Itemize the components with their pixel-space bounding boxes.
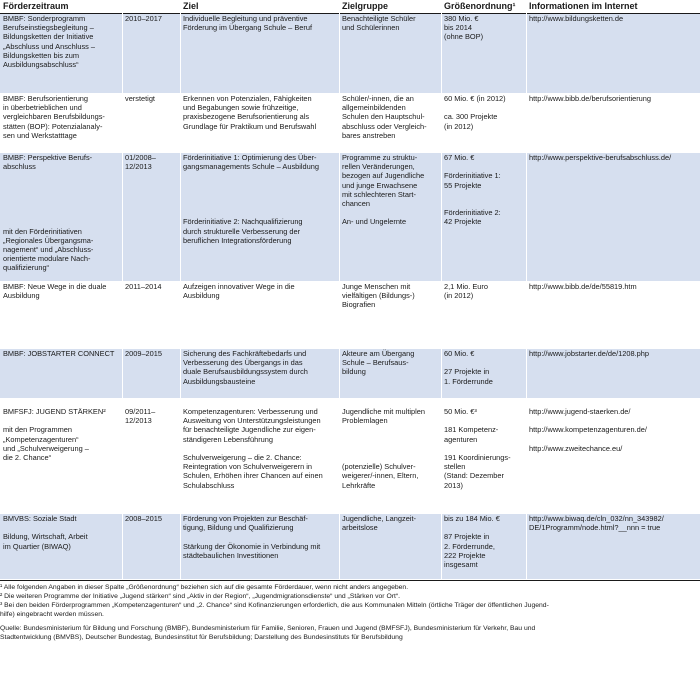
target-cell: Junge Menschen mit vielfältigen (Bildungs-) Biografien bbox=[342, 282, 415, 310]
footnote-2: ² Die weiteren Programme der Initiative „Jugend stärken“ sind „Aktiv in der Region“, „Jugendmigrationsdienste“ und „Stärken vor Ort“. bbox=[0, 593, 401, 600]
goal-cell: Aufzeigen innovativer Wege in die Ausbildung bbox=[183, 282, 295, 301]
program-cell: BMBF: Sonderprogramm Berufseinstiegsbegleitung – Bildungsketten der Initiative „Abschluss und Anschluss – Bildungsketten bis zum Ausbildungsabschluss“ bbox=[3, 14, 96, 70]
header-size: Größenordnung¹ bbox=[444, 1, 516, 11]
table-row bbox=[0, 514, 700, 579]
goal-cell: Förderung von Projekten zur Beschäf- tigung, Bildung und Qualifizierung Stärkung der Ökonomie in Verbindung mit städtebaulichen Investitionen bbox=[183, 514, 321, 560]
target-cell: Akteure am Übergang Schule – Berufsaus- bildung bbox=[342, 349, 415, 377]
table-header bbox=[0, 0, 700, 13]
period-cell: 01/2008– 12/2013 bbox=[125, 153, 156, 172]
target-cell: Programme zu struktu- rellen Veränderungen, bezogen auf Jugendliche und junge Erwachsene mit schlechteren Start- chancen An- und Ungelernte bbox=[342, 153, 425, 227]
url-cell: http://www.bildungsketten.de bbox=[529, 14, 624, 23]
period-cell: 2011–2014 bbox=[125, 282, 162, 291]
url-cell: http://www.bibb.de/berufsorientierung bbox=[529, 94, 652, 103]
url-cell: http://www.jugend-staerken.de/ http://www.kompetenzagenturen.de/ http://www.zweitechance.eu/ bbox=[529, 407, 647, 453]
target-cell: Jugendliche, Langzeit- arbeitslose bbox=[342, 514, 416, 533]
size-cell: 67 Mio. € Förderinitiative 1: 55 Projekte Förderinitiative 2: 42 Projekte bbox=[444, 153, 501, 227]
size-cell: 50 Mio. €³ 181 Kompetenz- agenturen 191 Koordinierungs- stellen (Stand: Dezember 2013) bbox=[444, 407, 511, 490]
size-cell: 60 Mio. € 27 Projekte in 1. Förderrunde bbox=[444, 349, 493, 386]
goal-cell: Sicherung des Fachkräftebedarfs und Verbesserung des Übergangs in das duale Berufsausbildungssystem durch Ausbildungsbausteine bbox=[183, 349, 308, 386]
program-cell: BMBF: Perspektive Berufs- abschluss mit den Förderinitiativen „Regionales Übergangsma- nagement“ und „Abschluss- orientierte modulare Nach- qualifizierung“ bbox=[3, 153, 94, 273]
url-cell: http://www.bibb.de/de/55819.htm bbox=[529, 282, 637, 291]
period-cell: verstetigt bbox=[125, 94, 155, 103]
footnote-1: ¹ Alle folgenden Angaben in dieser Spalte „Größenordnung“ beziehen sich auf die gesamte Förderdauer, wenn nicht anders angegeben. bbox=[0, 584, 409, 591]
program-cell: BMBF: Neue Wege in die duale Ausbildung bbox=[3, 282, 107, 301]
url-cell: http://www.jobstarter.de/de/1208.php bbox=[529, 349, 649, 358]
table-row bbox=[0, 153, 700, 281]
period-cell: 09/2011– 12/2013 bbox=[125, 407, 156, 426]
header-program: Förderzeitraum bbox=[3, 1, 69, 11]
target-cell: Jugendliche mit multiplen Problemlagen (potenzielle) Schulver- weigerer/-innen, Eltern, Lehrkräfte bbox=[342, 407, 425, 490]
goal-cell: Erkennen von Potenzialen, Fähigkeiten und Begabungen sowie frühzeitige, praxisbezogene Berufsorientierung als Grundlage für Praktikum und Berufswahl bbox=[183, 94, 317, 131]
column-divider bbox=[122, 0, 123, 579]
table-row bbox=[0, 407, 700, 513]
size-cell: 60 Mio. € (in 2012) ca. 300 Projekte (in 2012) bbox=[444, 94, 506, 131]
period-cell: 2009–2015 bbox=[125, 349, 162, 358]
column-divider bbox=[339, 0, 340, 579]
url-cell: http://www.perspektive-berufsabschluss.de/ bbox=[529, 153, 672, 162]
program-cell: BMBF: Berufsorientierung in überbetrieblichen und vergleichbaren Berufsbildungs- stätten (BOP): Potenzialanaly- sen und Werkstatttage bbox=[3, 94, 105, 140]
table-row bbox=[0, 349, 700, 398]
header-url: Informationen im Internet bbox=[529, 1, 638, 11]
source-note: Quelle: Bundesministerium für Bildung und Forschung (BMBF), Bundesministerium für Familie, Senioren, Frauen und Jugend (BMFSFJ), Bundesministerium für Verkehr, Bau und Stadtentwicklung (BMVBS), Deutscher Bundestag, Bundesinstitut für Berufsbildung; Darstellung des Bundesinstituts für Berufsbildung bbox=[0, 625, 536, 641]
program-cell: BMBF: JOBSTARTER CONNECT bbox=[3, 349, 115, 358]
header-target: Zielgruppe bbox=[342, 1, 389, 11]
goal-cell: Kompetenzagenturen: Verbesserung und Ausweitung von Unterstützungsleistungen für benachteiligte Jugendliche zur eigen- ständigeren Lebensführung Schulverweigerung – die 2. Chance: Reintegration von Schulverweigerern in Schulen, Erhöhen ihrer Chancen auf einen Schulabschluss bbox=[183, 407, 323, 490]
column-divider bbox=[526, 0, 527, 579]
table-row bbox=[0, 282, 700, 309]
url-cell: http://www.biwaq.de/cln_032/nn_343982/ DE/1Programm/node.html?__nnn = true bbox=[529, 514, 664, 533]
goal-cell: Förderinitiative 1: Optimierung des Über- gangsmanagements Schule – Ausbildung Förderinitiative 2: Nachqualifizierung durch strukturelle Verbesserung der beruflichen Integrationsförderung bbox=[183, 153, 320, 245]
table-bottom-rule bbox=[0, 580, 700, 581]
table-row bbox=[0, 94, 700, 143]
period-cell: 2008–2015 bbox=[125, 514, 162, 523]
size-cell: 380 Mio. € bis 2014 (ohne BOP) bbox=[444, 14, 484, 42]
column-divider bbox=[441, 0, 442, 579]
table-row bbox=[0, 14, 700, 93]
header-goal: Ziel bbox=[183, 1, 199, 11]
size-cell: bis zu 184 Mio. € 87 Projekte in 2. Förderrunde, 222 Projekte insgesamt bbox=[444, 514, 500, 570]
goal-cell: Individuelle Begleitung und präventive Förderung im Übergang Schule – Beruf bbox=[183, 14, 312, 33]
program-cell: BMVBS: Soziale Stadt Bildung, Wirtschaft, Arbeit im Quartier (BIWAQ) bbox=[3, 514, 88, 551]
target-cell: Benachteiligte Schüler und Schülerinnen bbox=[342, 14, 416, 33]
footnote-3: ³ Bei den beiden Förderprogrammen „Kompetenzagenturen“ und „2. Chance“ sind Kofinanzierungen erforderlich, die aus Kommunalen Mitteln (örtliche Träger der öffentlichen Jugend- hilfe) eingebracht werden müssen. bbox=[0, 602, 549, 618]
period-cell: 2010–2017 bbox=[125, 14, 162, 23]
program-cell: BMFSFJ: JUGEND STÄRKEN² mit den Programmen „Kompetenzagenturen“ und „Schulverweigerung – die 2. Chance“ bbox=[3, 407, 106, 463]
column-divider bbox=[180, 0, 181, 579]
size-cell: 2,1 Mio. Euro (in 2012) bbox=[444, 282, 488, 301]
target-cell: Schüler/-innen, die an allgemeinbildenden Schulen den Hauptschul- abschluss oder Vergleich- bares anstreben bbox=[342, 94, 427, 140]
